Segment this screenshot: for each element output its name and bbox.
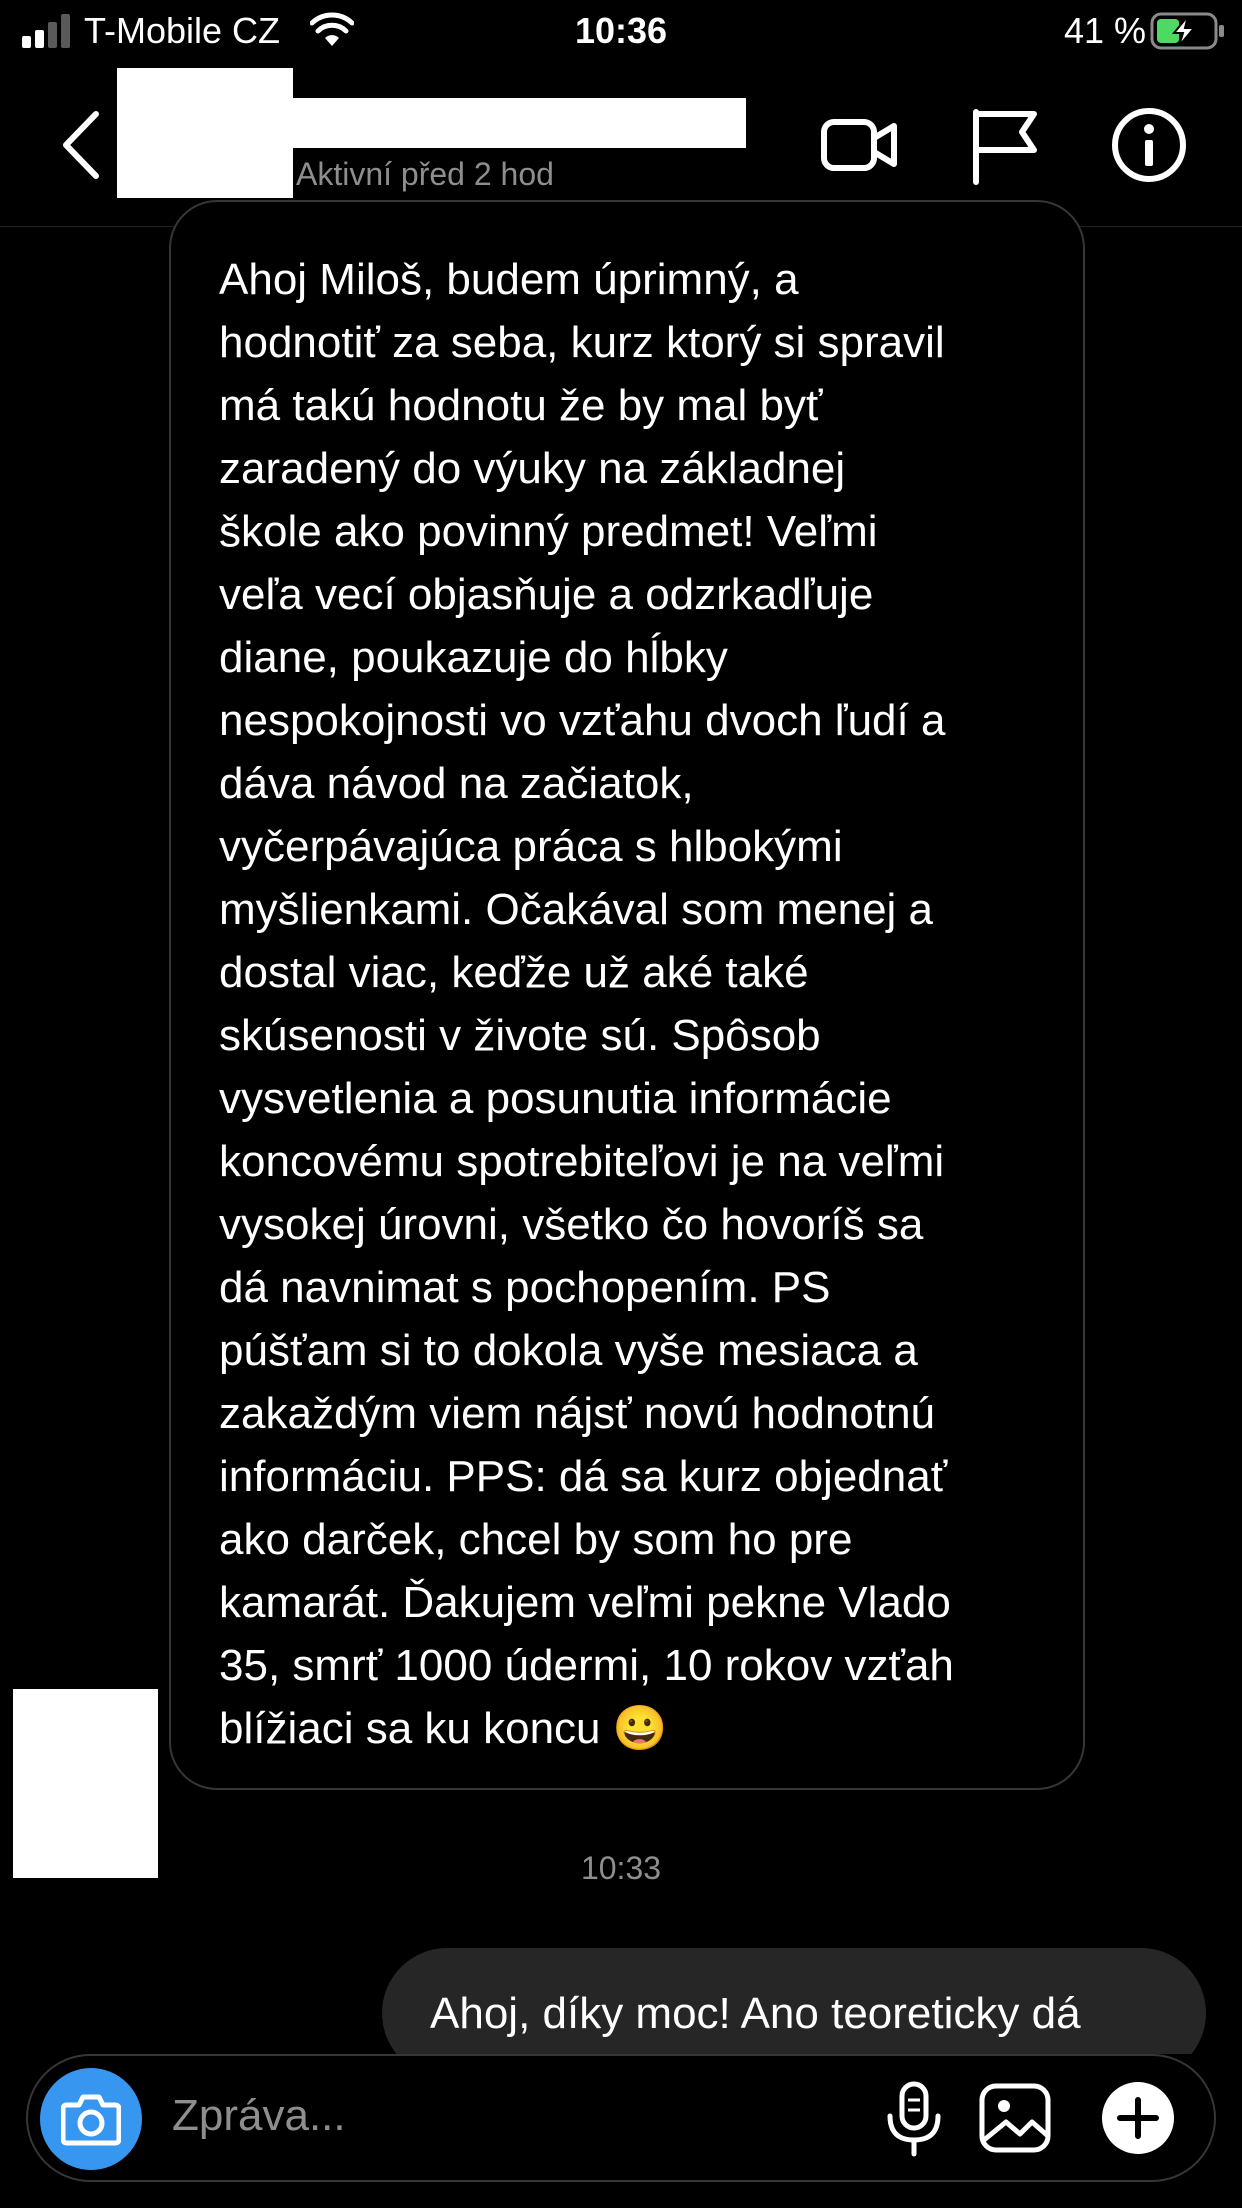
camera-button[interactable] <box>40 2068 142 2170</box>
plus-icon[interactable] <box>1098 2078 1178 2158</box>
incoming-message-text: Ahoj Miloš, budem úprimný, a hodnotiť za seba, kurz ktorý si spravil má takú hodnotu že by mal byť zaradený do výuky na základnej škole ako povinný predmet! Veľmi veľa vecí objasňuje a odzrkadľuje diane, poukazuje do hĺbky nespokojnosti vo vzťahu dvoch ľudí a dáva návod na začiatok, vyčerpávajúca práca s hlbokými myšlienkami. Očakával som menej a dostal viac, keďže už aké také skúsenosti v živote sú. Spôsob vysvetlenia a posunutia informácie koncovému spotrebiteľovi je na veľmi vysokej úrovni, všetko čo hovoríš sa dá navnimat s pochopením. PS púšťam si to dokola vyše mesiaca a zakaždým viem nájsť novú hodnotnú informáciu. PPS: dá sa kurz objednať ako darček, chcel by som ho pre kamarát. Ďakujem veľmi pekne Vlado 35, smrť 1000 údermi, 10 rokov vzťah blížiaci sa ku koncu 😀 <box>219 255 954 1753</box>
battery-charging-icon <box>1150 12 1226 50</box>
back-chevron-icon[interactable] <box>56 108 106 182</box>
active-status: Aktivní před 2 hod <box>296 156 554 192</box>
microphone-icon[interactable] <box>874 2078 954 2158</box>
status-bar <box>0 0 1242 62</box>
message-composer <box>26 2054 1216 2182</box>
gallery-icon[interactable] <box>976 2078 1056 2158</box>
flag-icon[interactable] <box>962 102 1048 188</box>
status-time: 10:36 <box>574 10 668 51</box>
message-timestamp: 10:33 <box>580 1850 662 1886</box>
redacted-contact-name <box>117 68 293 198</box>
camera-icon <box>61 2091 121 2147</box>
video-call-icon[interactable] <box>816 102 902 188</box>
info-icon[interactable] <box>1106 102 1192 188</box>
message-input[interactable] <box>172 2086 732 2146</box>
incoming-message-bubble[interactable] <box>169 200 1085 1790</box>
redacted-contact-name-extension <box>293 98 746 148</box>
carrier-name: T-Mobile CZ <box>84 10 281 51</box>
outgoing-message-text: Ahoj, díky moc! Ano teoreticky dá <box>430 1989 1081 2038</box>
battery-percentage: 41 % <box>1064 10 1147 51</box>
